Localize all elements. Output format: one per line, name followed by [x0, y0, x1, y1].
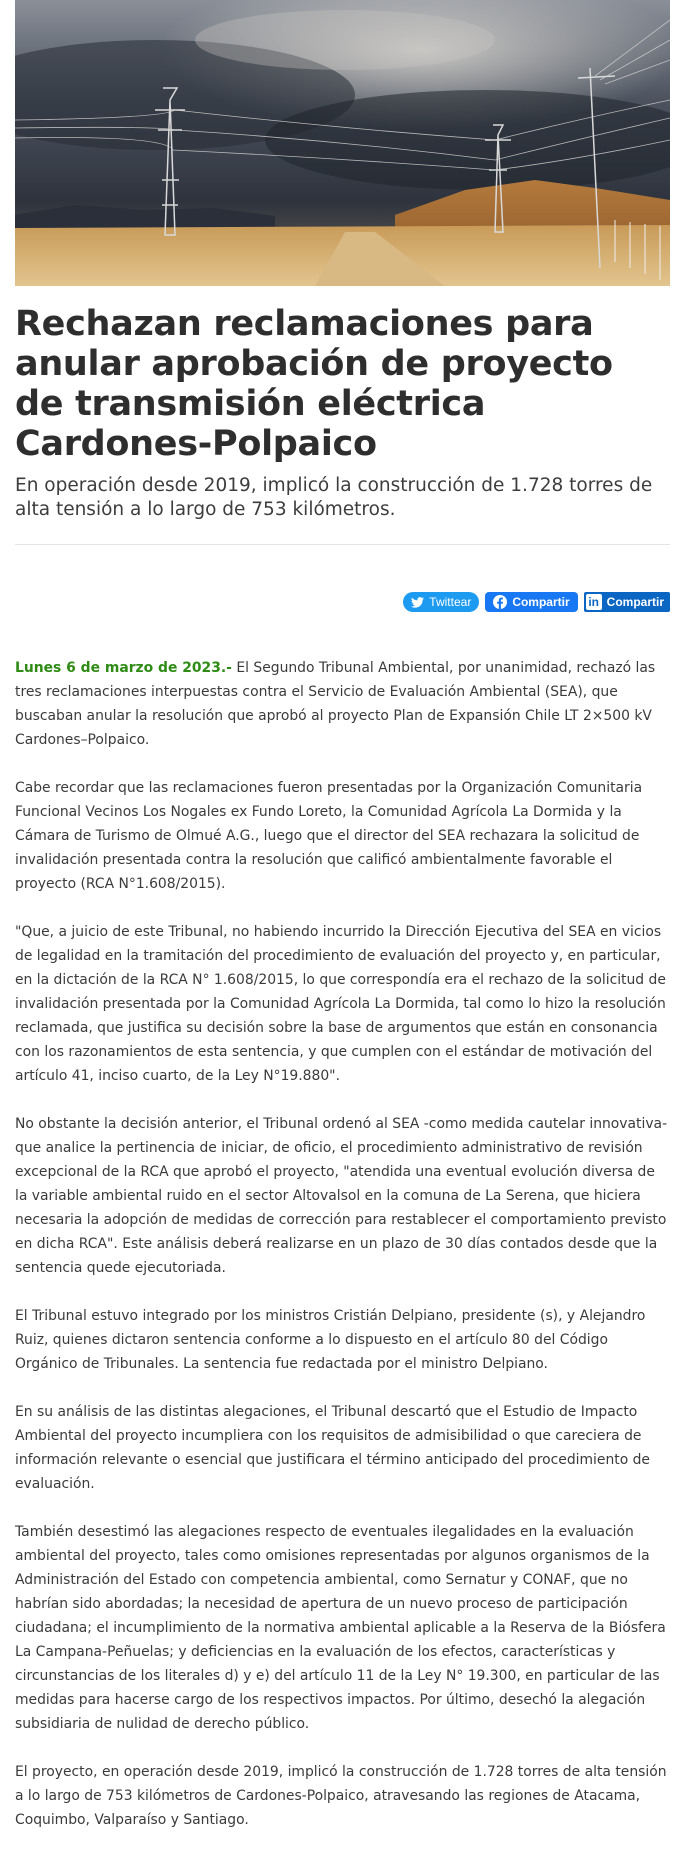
twitter-bird-icon [411, 597, 424, 608]
linkedin-share-button[interactable] [584, 592, 670, 612]
twitter-share-label: Twittear [429, 595, 472, 609]
article-title: Rechazan reclamaciones para anular aprobación de proyecto de transmisión eléctrica Cardones-Polpaico [15, 304, 613, 464]
hero-image [15, 0, 670, 286]
paragraph-7: También desestimó las alegaciones respecto de eventuales ilegalidades en la evaluación ambiental del proyecto, tales como omisiones representadas por algunos organismos de la Administración del Estado con competencia ambiental, como Sernatur y CONAF, que no habrían sido abordadas; la necesidad de apertura de un nuevo proceso de participación ciudadana; el incumplimiento de la normativa ambiental aplicable a la Reserva de la Biósfera La Campana-Peñuelas; y deficiencias en la evaluación de los efectos, características y circunstancias de los literales d) y e) del artículo 11 de la Ley N° 19.300, en particular de las medidas para hacerse cargo de los respectivos impactos. Por último, desechó la alegación subsidiaria de nulidad de derecho público. [15, 1524, 666, 1732]
share-bar [15, 592, 670, 614]
paragraph-2: Cabe recordar que las reclamaciones fueron presentadas por la Organización Comunitaria Funcional Vecinos Los Nogales ex Fundo Loreto, la Comunidad Agrícola La Dormida y la Cámara de Turismo de Olmué A.G., luego que el director del SEA rechazara la solicitud de invalidación presentada contra la resolución que calificó ambientalmente favorable el proyecto (RCA N°1.608/2015). [15, 780, 643, 892]
paragraph-1-text: El Segundo Tribunal Ambiental, por unanimidad, rechazó las tres reclamaciones interpuestas contra el Servicio de Evaluación Ambiental (SEA), que buscaban anular la resolución que aprobó al proyecto Plan de Expansión Chile LT 2×500 kV Cardones–Polpaico. [15, 660, 656, 748]
article [15, 0, 670, 1856]
linkedin-share-label: Compartir [606, 595, 664, 609]
article-subtitle: En operación desde 2019, implicó la construcción de 1.728 torres de alta tensión a lo largo de 753 kilómetros. [15, 475, 653, 520]
divider [15, 544, 670, 545]
facebook-share-label: Compartir [512, 595, 570, 609]
paragraph-1 [15, 656, 670, 752]
twitter-share-button[interactable] [403, 592, 479, 612]
paragraph-4: No obstante la decisión anterior, el Tribunal ordenó al SEA -como medida cautelar innovativa- que analice la pertinencia de iniciar, de oficio, el procedimiento administrativo de revisión excepcional de la RCA que aprobó el proyecto, "atendida una eventual evolución diversa de la variable ambiental ruido en el sector Altovalsol en la comuna de La Serena, que hiciera necesaria la adopción de medidas de corrección para restablecer el comportamiento previsto en dicha RCA". Este análisis deberá realizarse en un plazo de 30 días contados desde que la sentencia quede ejecutoriada. [15, 1116, 668, 1276]
article-body [15, 656, 670, 1832]
paragraph-5: El Tribunal estuvo integrado por los ministros Cristián Delpiano, presidente (s), y Alejandro Ruiz, quienes dictaron sentencia conforme a lo dispuesto en el artículo 80 del Código Orgánico de Tribunales. La sentencia fue redactada por el ministro Delpiano. [15, 1308, 646, 1372]
paragraph-8: El proyecto, en operación desde 2019, implicó la construcción de 1.728 torres de alta tensión a lo largo de 753 kilómetros de Cardones-Polpaico, atravesando las regiones de Atacama, Coquimbo, Valparaíso y Santiago. [15, 1764, 667, 1828]
facebook-icon [493, 595, 507, 609]
dateline: Lunes 6 de marzo de 2023.- [15, 660, 232, 676]
linkedin-icon: in [586, 594, 602, 610]
paragraph-3: "Que, a juicio de este Tribunal, no habiendo incurrido la Dirección Ejecutiva del SEA en vicios de legalidad en la tramitación del procedimiento de evaluación del proyecto y, en particular, en la dictación de la RCA N° 1.608/2015, lo que correspondía era el rechazo de la solicitud de invalidación presentada por la Comunidad Agrícola La Dormida, tal como lo hizo la resolución reclamada, que justifica su decisión sobre la base de argumentos que están en consonancia con los razonamientos de esta sentencia, y que cumplen con el estándar de motivación del artículo 41, inciso cuarto, de la Ley N°19.880". [15, 924, 666, 1084]
paragraph-6: En su análisis de las distintas alegaciones, el Tribunal descartó que el Estudio de Impacto Ambiental del proyecto incumpliera con los requisitos de admisibilidad o que careciera de información relevante o esencial que justificara el término anticipado del procedimiento de evaluación. [15, 1404, 650, 1492]
facebook-share-button[interactable] [485, 592, 577, 612]
hero-photo [15, 0, 670, 286]
